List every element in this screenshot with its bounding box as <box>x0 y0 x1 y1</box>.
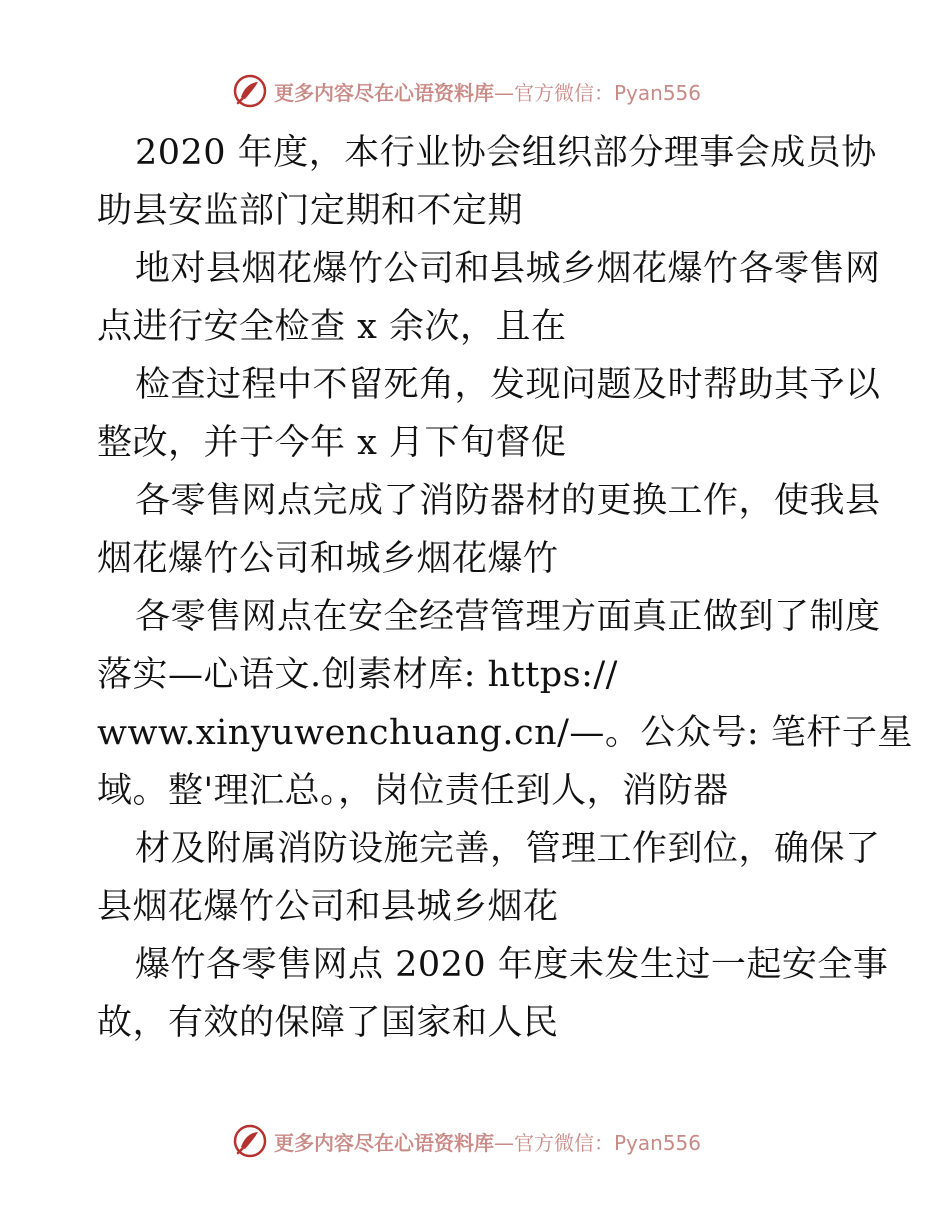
banner-title: 更多内容尽在心语资料库 <box>274 1130 494 1155</box>
banner-title: 更多内容尽在心语资料库 <box>274 80 494 105</box>
banner-wechat: —官方微信：Pyan556 <box>494 1130 702 1155</box>
text-line: 检查过程中不留死角，发现问题及时帮助其予以 <box>135 365 881 405</box>
text-line: 地对县烟花爆竹公司和县城乡烟花爆竹各零售网 <box>135 249 881 289</box>
text-line: 爆竹各零售网点 2020 年度未发生过一起安全事 <box>135 945 889 985</box>
text-line: 各零售网点完成了消防器材的更换工作，使我县 <box>135 481 881 521</box>
pen-logo-icon <box>232 1123 268 1159</box>
text-line: 各零售网点在安全经营管理方面真正做到了制度 <box>135 597 881 637</box>
pen-logo-icon <box>232 73 268 109</box>
text-line: 助县安监部门定期和不定期 <box>97 191 524 231</box>
header-banner <box>232 71 701 111</box>
text-line: 烟花爆竹公司和城乡烟花爆竹 <box>97 539 559 579</box>
text-line: 域。整'理汇总。，岗位责任到人，消防器 <box>97 771 729 811</box>
text-line: www.xinyuwenchuang.cn/—。公众号: 笔杆子星 <box>97 713 913 753</box>
banner-wechat: —官方微信：Pyan556 <box>494 80 702 105</box>
text-line: 故，有效的保障了国家和人民 <box>97 1003 559 1043</box>
text-line: 材及附属消防设施完善，管理工作到位，确保了 <box>135 829 881 869</box>
text-line: 落实—心语文.创素材库: https:// <box>97 655 618 695</box>
text-line: 2020 年度，本行业协会组织部分理事会成员协 <box>135 133 877 173</box>
footer-banner <box>232 1121 701 1161</box>
text-line: 县烟花爆竹公司和县城乡烟花 <box>97 887 559 927</box>
document-body <box>97 124 913 1052</box>
text-line: 点进行安全检查 x 余次，且在 <box>97 307 567 347</box>
text-line: 整改，并于今年 x 月下旬督促 <box>97 423 567 463</box>
